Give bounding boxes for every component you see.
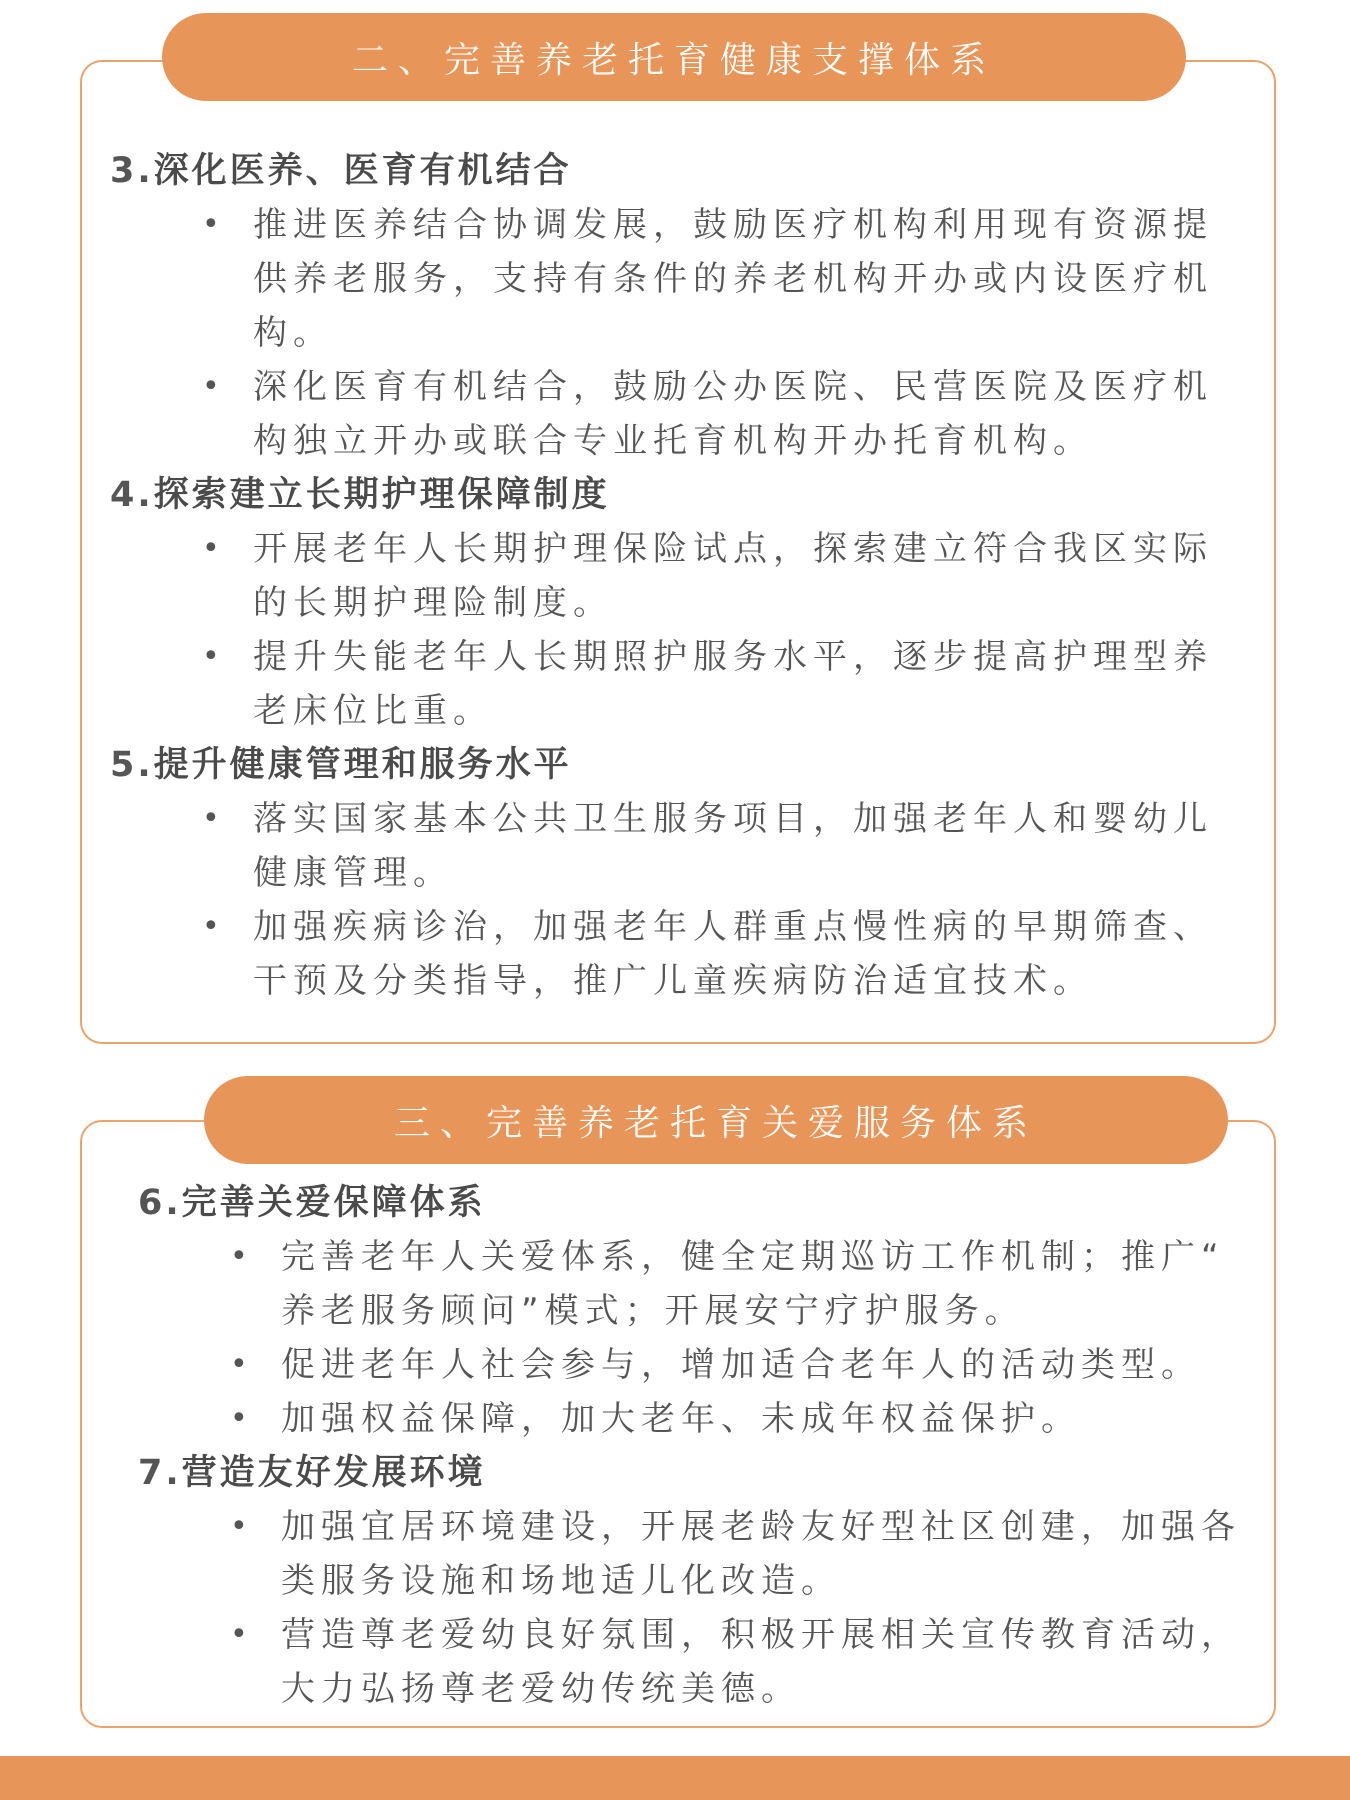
item-title: 提升健康管理和服务水平 xyxy=(153,745,572,785)
list-item xyxy=(138,1608,1274,1716)
item-heading: 3.深化医养、医育有机结合 xyxy=(110,151,572,191)
bullet-list xyxy=(110,522,1274,738)
list-item xyxy=(138,1230,1274,1338)
list-item xyxy=(138,1500,1274,1608)
list-item xyxy=(110,198,1274,360)
bullet-text: 提升失能老年人长期照护服务水平，逐步提高护理型养老床位比重。 xyxy=(253,637,1213,731)
bullet-text: 加强权益保障，加大老年、未成年权益保护。 xyxy=(281,1399,1081,1439)
bullet-list xyxy=(138,1230,1274,1446)
footer-band xyxy=(0,1756,1350,1800)
bullet-text: 推进医养结合协调发展，鼓励医疗机构利用现有资源提供养老服务，支持有条件的养老机构开办或内设医疗机构。 xyxy=(253,205,1213,353)
list-item xyxy=(138,1338,1274,1392)
item-heading: 6.完善关爱保障体系 xyxy=(138,1183,486,1223)
item-title: 探索建立长期护理保障制度 xyxy=(153,475,610,515)
bullet-text: 加强宜居环境建设，开展老龄友好型社区创建，加强各类服务设施和场地适儿化改造。 xyxy=(281,1507,1241,1601)
item-heading: 4.探索建立长期护理保障制度 xyxy=(110,475,610,515)
list-item xyxy=(110,792,1274,900)
bullet-icon: • xyxy=(230,1239,254,1274)
bullet-icon: • xyxy=(202,801,226,836)
item-heading: 5.提升健康管理和服务水平 xyxy=(110,745,572,785)
bullet-text: 加强疾病诊治，加强老年人群重点慢性病的早期筛查、干预及分类指导，推广儿童疾病防治适宜技术。 xyxy=(253,907,1213,1001)
bullet-text: 营造尊老爱幼良好氛围，积极开展相关宣传教育活动，大力弘扬尊老爱幼传统美德。 xyxy=(281,1615,1241,1709)
list-item xyxy=(110,630,1274,738)
list-item xyxy=(110,900,1274,1008)
item-title: 营造友好发展环境 xyxy=(181,1453,486,1493)
section-header: 三、完善养老托育关爱服务体系 xyxy=(204,1076,1228,1164)
bullet-icon: • xyxy=(230,1509,254,1544)
bullet-list xyxy=(110,792,1274,1008)
bullet-text: 开展老年人长期护理保险试点，探索建立符合我区实际的长期护理险制度。 xyxy=(253,529,1213,623)
section-content xyxy=(82,144,1274,1008)
item-title: 深化医养、医育有机结合 xyxy=(153,151,572,191)
bullet-icon: • xyxy=(202,639,226,674)
bullet-text: 促进老年人社会参与，增加适合老年人的活动类型。 xyxy=(281,1345,1201,1385)
bullet-list xyxy=(138,1500,1274,1716)
bullet-icon: • xyxy=(202,909,226,944)
bullet-list xyxy=(110,198,1274,468)
bullet-text: 落实国家基本公共卫生服务项目，加强老年人和婴幼儿健康管理。 xyxy=(253,799,1213,893)
bullet-icon: • xyxy=(202,369,226,404)
section-content xyxy=(82,1176,1274,1716)
bullet-icon: • xyxy=(202,531,226,566)
bullet-text: 深化医育有机结合，鼓励公办医院、民营医院及医疗机构独立开办或联合专业托育机构开办托育机构。 xyxy=(253,367,1213,461)
bullet-icon: • xyxy=(230,1617,254,1652)
list-item xyxy=(110,522,1274,630)
bullet-icon: • xyxy=(230,1347,254,1382)
bullet-icon: • xyxy=(202,207,226,242)
section-care-service xyxy=(80,1120,1276,1728)
section-health-support xyxy=(80,60,1276,1044)
item-title: 完善关爱保障体系 xyxy=(181,1183,486,1223)
bullet-text: 完善老年人关爱体系，健全定期巡访工作机制；推广“ 养老服务顾问”模式；开展安宁疗护服务。 xyxy=(281,1237,1225,1331)
section-header: 二、完善养老托育健康支撑体系 xyxy=(162,13,1186,101)
list-item xyxy=(138,1392,1274,1446)
list-item xyxy=(110,360,1274,468)
bullet-icon: • xyxy=(230,1401,254,1436)
item-heading: 7.营造友好发展环境 xyxy=(138,1453,486,1493)
